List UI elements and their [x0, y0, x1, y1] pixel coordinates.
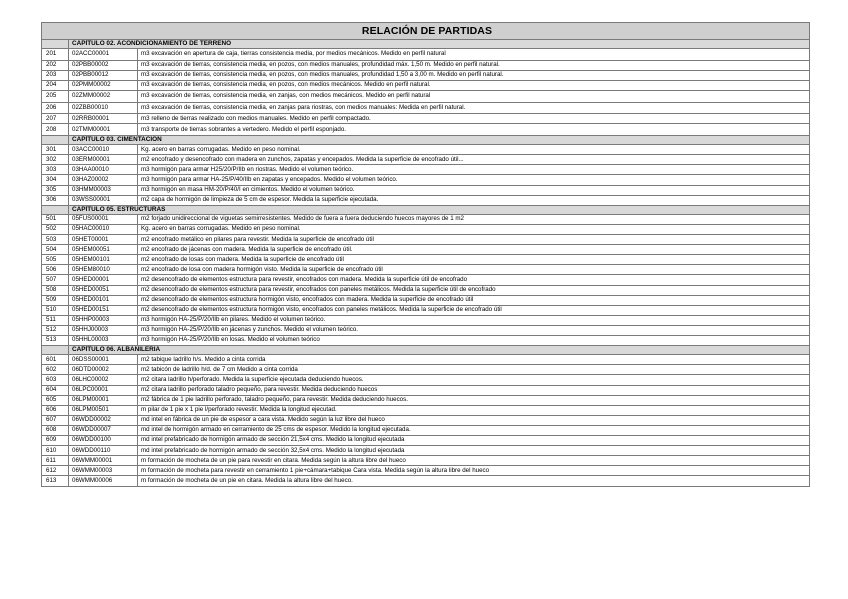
- item-description-cell: m formación de mocheta de un pie para revestir en citara. Medida según la altura libre del hueco: [138, 456, 810, 466]
- table-row: [42, 195, 810, 205]
- item-number-cell: 604: [42, 385, 69, 395]
- table-row: [42, 315, 810, 325]
- item-description-cell: m3 hormigón para armar H25/20/P/IIb en riostras. Medido el volumen teórico.: [138, 165, 810, 175]
- item-number-cell: 201: [42, 49, 69, 61]
- item-code-cell: 06LPM00001: [69, 395, 138, 405]
- item-number-cell: 503: [42, 235, 69, 245]
- item-description-cell: m2 desencofrado de elementos estructura para revestir, encofrados con paneles metálicos. Medida la superficie útil de encofrado: [138, 285, 810, 295]
- table-row: [42, 185, 810, 195]
- item-description-cell: m formación de mocheta para revestir en cerramiento 1 pie+cámara+tabique Cara vista. Medida según la altura libre del hueco: [138, 466, 810, 476]
- item-number-cell: 611: [42, 456, 69, 466]
- table-row: [42, 336, 810, 346]
- item-description-cell: m3 hormigón HA-25/P/20/IIb en losas. Medido el volumen teórico: [138, 336, 810, 346]
- table-row: [42, 275, 810, 285]
- item-number-cell: 607: [42, 415, 69, 425]
- table-row: [42, 155, 810, 165]
- item-number-cell: 502: [42, 224, 69, 234]
- item-description-cell: m2 encofrado metálico en pilares para revestir. Medida la superficie de encofrado útil: [138, 235, 810, 245]
- item-code-cell: 06WDD00110: [69, 446, 138, 456]
- item-description-cell: m3 hormigón en masa HM-20/P/40/I en cimientos. Medido el volumen teórico.: [138, 185, 810, 195]
- table-row: [42, 365, 810, 375]
- item-number-cell: 302: [42, 155, 69, 165]
- table-row: [42, 295, 810, 305]
- table-row: [42, 145, 810, 155]
- item-number-cell: 510: [42, 305, 69, 315]
- table-row: [42, 60, 810, 70]
- item-number-cell: 511: [42, 315, 69, 325]
- item-code-cell: 06WDD00100: [69, 436, 138, 446]
- table-row: [42, 436, 810, 446]
- item-description-cell: m3 hormigón para armar HA-25/P/40/IIb en zapatas y encepados. Medido el volumen teórico.: [138, 175, 810, 185]
- item-code-cell: 06DSS00001: [69, 355, 138, 365]
- item-code-cell: 06WMM00001: [69, 456, 138, 466]
- item-number-cell: 305: [42, 185, 69, 195]
- item-code-cell: 05HHP00003: [69, 315, 138, 325]
- table-title: RELACIÓN DE PARTIDAS: [42, 23, 810, 40]
- item-code-cell: 05HEM00101: [69, 255, 138, 265]
- item-code-cell: 03HAZ00002: [69, 175, 138, 185]
- item-code-cell: 05HED00101: [69, 295, 138, 305]
- item-description-cell: m2 encofrado de losa con madera hormigón visto. Medida la superficie de encofrado útil: [138, 265, 810, 275]
- table-row: [42, 114, 810, 124]
- item-code-cell: 05HHL00003: [69, 336, 138, 346]
- item-code-cell: 02PBB00002: [69, 60, 138, 70]
- item-number-cell: 509: [42, 295, 69, 305]
- item-number-cell: 513: [42, 336, 69, 346]
- partidas-table-body: [42, 23, 810, 487]
- item-number-cell: 202: [42, 60, 69, 70]
- item-description-cell: m2 forjado unidireccional de viguetas semirresistentes. Medido de fuera a fuera deduciendo huecos mayores de 1 m2: [138, 214, 810, 224]
- table-row: [42, 235, 810, 245]
- item-description-cell: m2 capa de hormigón de limpieza de 5 cm de espesor. Medida la superficie ejecutada.: [138, 195, 810, 205]
- item-number-cell: 601: [42, 355, 69, 365]
- item-code-cell: 06WDD00007: [69, 425, 138, 435]
- item-description-cell: m2 citara ladrillo h/perforado. Medida la superficie ejecutada deduciendo huecos.: [138, 375, 810, 385]
- item-code-cell: 02TMM00001: [69, 124, 138, 136]
- item-code-cell: 06WMM00003: [69, 466, 138, 476]
- item-description-cell: m3 excavación en apertura de caja, tierras consistencia media, por medios mecánicos. Medido en perfil natural: [138, 49, 810, 61]
- item-code-cell: 06LPC00001: [69, 385, 138, 395]
- item-code-cell: 02PMM00002: [69, 80, 138, 90]
- chapter-heading: CAPÍTULO 06. ALBAÑILERIA: [69, 346, 810, 355]
- item-number-cell: 506: [42, 265, 69, 275]
- table-row: [42, 456, 810, 466]
- table-row: [42, 325, 810, 335]
- item-code-cell: 02PBB00012: [69, 70, 138, 80]
- item-number-cell: 606: [42, 405, 69, 415]
- item-number-cell: 602: [42, 365, 69, 375]
- item-description-cell: m2 fábrica de 1 pie ladrillo perforado, taladro pequeño, para revestir. Medida deduciendo huecos.: [138, 395, 810, 405]
- item-description-cell: m3 hormigón HA-25/P/20/IIb en pilares. Medido el volumen teórico.: [138, 315, 810, 325]
- table-row: [42, 80, 810, 90]
- item-description-cell: Kg. acero en barras corrugadas. Medido en peso nominal.: [138, 224, 810, 234]
- table-row: [42, 425, 810, 435]
- item-number-cell: 507: [42, 275, 69, 285]
- item-description-cell: m pilar de 1 pie x 1 pie l/perforado revestir. Medida la longitud ejecutad.: [138, 405, 810, 415]
- chapter-spacer-cell: [42, 135, 69, 144]
- item-code-cell: 06LPM00501: [69, 405, 138, 415]
- item-number-cell: 608: [42, 425, 69, 435]
- item-number-cell: 610: [42, 446, 69, 456]
- chapter-heading: CAPÍTULO 05. ESTRUCTURAS: [69, 205, 810, 214]
- table-row: [42, 305, 810, 315]
- item-code-cell: 06WDD00002: [69, 415, 138, 425]
- table-row: [42, 466, 810, 476]
- chapter-row: [42, 135, 810, 144]
- item-number-cell: 505: [42, 255, 69, 265]
- table-row: [42, 285, 810, 295]
- table-row: [42, 375, 810, 385]
- partidas-sheet: [41, 22, 809, 487]
- item-code-cell: 05HAC00010: [69, 224, 138, 234]
- item-code-cell: 03ERM00001: [69, 155, 138, 165]
- chapter-row: [42, 205, 810, 214]
- title-row: [42, 23, 810, 40]
- item-number-cell: 205: [42, 91, 69, 103]
- table-row: [42, 355, 810, 365]
- table-row: [42, 245, 810, 255]
- item-number-cell: 501: [42, 214, 69, 224]
- item-number-cell: 603: [42, 375, 69, 385]
- item-code-cell: 05HED00151: [69, 305, 138, 315]
- item-code-cell: 05HEM80010: [69, 265, 138, 275]
- item-description-cell: m2 tabique ladrillo h/s. Medido a cinta corrida: [138, 355, 810, 365]
- item-number-cell: 208: [42, 124, 69, 136]
- item-description-cell: m3 relleno de tierras realizado con medios manuales. Medido en perfil compactado.: [138, 114, 810, 124]
- chapter-spacer-cell: [42, 40, 69, 49]
- item-code-cell: 06LHC00002: [69, 375, 138, 385]
- table-row: [42, 102, 810, 114]
- table-row: [42, 446, 810, 456]
- item-number-cell: 203: [42, 70, 69, 80]
- item-description-cell: m2 encofrado y desencofrado con madera en zunchos, zapatas y encepados. Medida la superficie de encofrado útil...: [138, 155, 810, 165]
- item-number-cell: 512: [42, 325, 69, 335]
- chapter-row: [42, 346, 810, 355]
- item-code-cell: 03HMM00003: [69, 185, 138, 195]
- table-row: [42, 476, 810, 486]
- table-row: [42, 385, 810, 395]
- item-code-cell: 05HEM00051: [69, 245, 138, 255]
- item-code-cell: 05HHJ00003: [69, 325, 138, 335]
- item-number-cell: 306: [42, 195, 69, 205]
- item-description-cell: m2 desencofrado de elementos estructura hormigón visto, encofrados con madera. Medida la superficie de encofrado útil: [138, 295, 810, 305]
- item-code-cell: 03WSS00001: [69, 195, 138, 205]
- item-description-cell: md intel en fábrica de un pie de espesor a cara vista. Medido según la luz libre del hueco: [138, 415, 810, 425]
- table-row: [42, 415, 810, 425]
- table-row: [42, 124, 810, 136]
- item-code-cell: 05HET00001: [69, 235, 138, 245]
- item-number-cell: 207: [42, 114, 69, 124]
- item-number-cell: 508: [42, 285, 69, 295]
- item-number-cell: 609: [42, 436, 69, 446]
- chapter-heading: CAPÍTULO 02. ACONDICIONAMIENTO DE TERRENO: [69, 40, 810, 49]
- item-number-cell: 605: [42, 395, 69, 405]
- item-code-cell: 05HED00001: [69, 275, 138, 285]
- item-description-cell: m3 excavación de tierras, consistencia media, en pozos, con medios manuales, profundidad máx. 1,50 m. Medido en perfil natural.: [138, 60, 810, 70]
- item-code-cell: 03HAA00010: [69, 165, 138, 175]
- item-number-cell: 206: [42, 102, 69, 114]
- item-description-cell: m2 tabicón de ladrillo h/d. de 7 cm Medido a cinta corrida: [138, 365, 810, 375]
- item-description-cell: Kg. acero en barras corrugadas. Medido en peso nominal.: [138, 145, 810, 155]
- item-code-cell: 05HED00051: [69, 285, 138, 295]
- table-row: [42, 91, 810, 103]
- item-number-cell: 504: [42, 245, 69, 255]
- item-description-cell: md intel de hormigón armado en cerramiento de 25 cms de espesor. Medido la longitud ejecutada.: [138, 425, 810, 435]
- item-code-cell: 02ZMM00002: [69, 91, 138, 103]
- item-number-cell: 303: [42, 165, 69, 175]
- table-row: [42, 224, 810, 234]
- item-description-cell: md intel prefabricado de hormigón armado de sección 21,5x4 cms. Medido la longitud ejecutada: [138, 436, 810, 446]
- item-description-cell: m2 desencofrado de elementos estructura para revestir, encofrados con madera. Medida la superficie útil de encofrado: [138, 275, 810, 285]
- item-code-cell: 06WMM00006: [69, 476, 138, 486]
- table-row: [42, 405, 810, 415]
- table-row: [42, 49, 810, 61]
- table-row: [42, 395, 810, 405]
- item-description-cell: m2 encofrado de losas con madera. Medida la superficie de encofrado útil: [138, 255, 810, 265]
- item-code-cell: 02RRB00001: [69, 114, 138, 124]
- item-description-cell: m3 transporte de tierras sobrantes a vertedero. Medido el perfil esponjado.: [138, 124, 810, 136]
- item-code-cell: 05FUS00001: [69, 214, 138, 224]
- item-number-cell: 301: [42, 145, 69, 155]
- item-description-cell: md intel prefabricado de hormigón armado de sección 32,5x4 cms. Medido la longitud ejecutada: [138, 446, 810, 456]
- chapter-row: [42, 40, 810, 49]
- item-code-cell: 03ACC00010: [69, 145, 138, 155]
- item-description-cell: m3 excavación de tierras, consistencia media, en zanjas, con medios mecánicos. Medido en perfil natural: [138, 91, 810, 103]
- item-description-cell: m3 hormigón HA-25/P/20/IIb en jácenas y zunchos. Medido el volumen teórico.: [138, 325, 810, 335]
- partidas-table: [41, 22, 810, 487]
- table-row: [42, 265, 810, 275]
- chapter-spacer-cell: [42, 346, 69, 355]
- item-description-cell: m2 encofrado de jácenas con madera. Medida la superficie de encofrado útil.: [138, 245, 810, 255]
- item-code-cell: 06DTD00002: [69, 365, 138, 375]
- table-row: [42, 70, 810, 80]
- chapter-spacer-cell: [42, 205, 69, 214]
- table-row: [42, 165, 810, 175]
- item-description-cell: m3 excavación de tierras, consistencia media, en pozos, con medios mecánicos. Medido en perfil natural.: [138, 80, 810, 90]
- item-description-cell: m3 excavación de tierras, consistencia media, en pozos, con medios manuales, profundidad 1,50 a 3,00 m. Medido en perfil natural.: [138, 70, 810, 80]
- item-description-cell: m2 desencofrado de elementos estructura hormigón visto, encofrados con paneles metálicos. Medida la superficie de encofrado útil: [138, 305, 810, 315]
- table-row: [42, 255, 810, 265]
- item-description-cell: m2 citara ladrillo perforado taladro pequeño, para revestir. Medida deduciendo huecos: [138, 385, 810, 395]
- item-number-cell: 612: [42, 466, 69, 476]
- chapter-heading: CAPÍTULO 03. CIMENTACIÓN: [69, 135, 810, 144]
- item-code-cell: 02ZBB00010: [69, 102, 138, 114]
- table-row: [42, 175, 810, 185]
- item-number-cell: 613: [42, 476, 69, 486]
- table-row: [42, 214, 810, 224]
- item-code-cell: 02ACC00001: [69, 49, 138, 61]
- item-description-cell: m3 excavación de tierras, consistencia media, en zanjas para riostras, con medios manuales: Medida en perfil natural.: [138, 102, 810, 114]
- item-number-cell: 304: [42, 175, 69, 185]
- item-description-cell: m formación de mocheta de un pie en citara. Medida la altura libre del hueco.: [138, 476, 810, 486]
- item-number-cell: 204: [42, 80, 69, 90]
